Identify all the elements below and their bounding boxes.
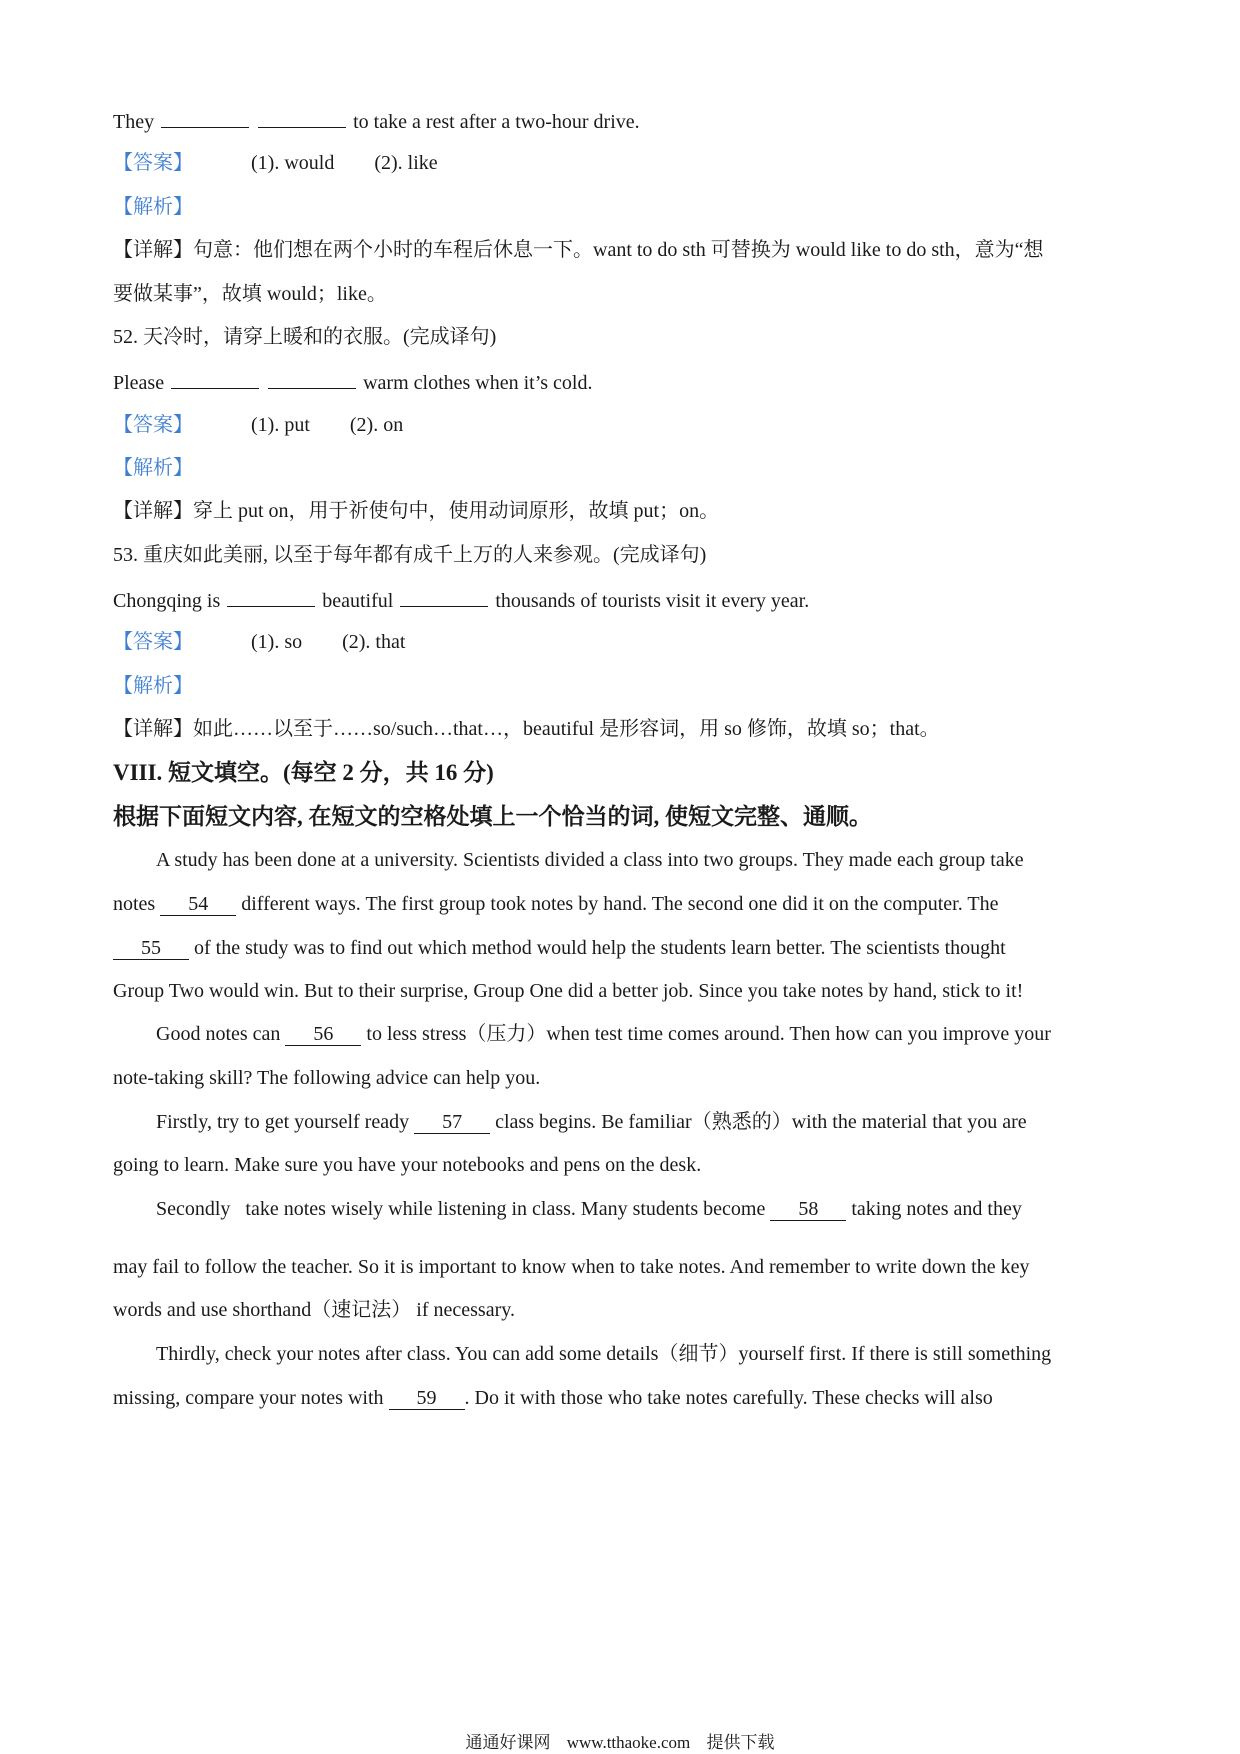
q53-detail-line1: 【详解】如此……以至于……so/such…that…，beautiful 是形容词，用 so 修饰，故填 so；that。 xyxy=(113,718,940,740)
passage-p4-line3: words and use shorthand（速记法） if necessary. xyxy=(113,1299,515,1321)
passage-p5-line1: Thirdly, check your notes after class. You can add some details（细节）yourself first. If there is still something xyxy=(156,1343,1052,1365)
passage-p1-line4: Group Two would win. But to their surprise, Group One did a better job. Since you take notes by hand, stick to it! xyxy=(113,980,1024,1002)
passage-p4-line2: may fail to follow the teacher. So it is important to know when to take notes. And remember to write down the key xyxy=(113,1256,1030,1278)
q53-answer-tag: 【答案】 xyxy=(113,631,193,653)
q51-blank-2 xyxy=(258,107,346,128)
q53-prompt: 53. 重庆如此美丽, 以至于每年都有成千上万的人来参观。(完成译句) xyxy=(113,544,707,566)
q51-answer-2: (2). like xyxy=(374,152,438,174)
q52-prompt: 52. 天冷时，请穿上暖和的衣服。(完成译句) xyxy=(113,326,497,348)
passage-p4-line1 xyxy=(156,1196,1022,1222)
passage-p3-line1 xyxy=(156,1109,1027,1135)
blank-55: 55 xyxy=(113,937,189,960)
q52-answer-1: (1). put xyxy=(251,414,310,436)
q51-answer-tag: 【答案】 xyxy=(113,152,193,174)
q53-blank-1 xyxy=(227,586,315,607)
passage-p1-line2 xyxy=(113,891,998,917)
q52-blank-2 xyxy=(268,368,356,389)
q52-answer-tag: 【答案】 xyxy=(113,414,193,436)
q53-sentence xyxy=(113,586,809,614)
q53-answer-row xyxy=(113,629,405,655)
q51-detail-line2: 要做某事”，故填 would；like。 xyxy=(113,283,387,305)
passage-p3-line2: going to learn. Make sure you have your notebooks and pens on the desk. xyxy=(113,1154,702,1176)
blank-58: 58 xyxy=(770,1198,846,1221)
q51-detail-line1: 【详解】句意：他们想在两个小时的车程后休息一下。want to do sth 可替换为 would like to do sth，意为“想 xyxy=(113,239,1044,261)
q51-blank-1 xyxy=(161,107,249,128)
q51-sentence xyxy=(113,107,640,135)
passage-text: different ways. The first group took notes by hand. The second one did it on the computer. The xyxy=(241,893,999,915)
q53-sentence-start: Chongqing is xyxy=(113,590,221,612)
q53-answer-2: (2). that xyxy=(342,631,406,653)
q52-sentence-start: Please xyxy=(113,372,165,394)
page-footer xyxy=(0,1728,1240,1753)
q52-answer-row xyxy=(113,412,403,438)
q51-sentence-end: to take a rest after a two-hour drive. xyxy=(353,111,640,133)
q53-sentence-end: thousands of tourists visit it every year. xyxy=(495,590,810,612)
passage-text: taking notes and they xyxy=(851,1198,1022,1220)
passage-text: Secondly take notes wisely while listening in class. Many students become xyxy=(156,1198,766,1220)
blank-56: 56 xyxy=(285,1023,361,1046)
q51-answer-row xyxy=(113,150,438,176)
passage-text: to less stress（压力）when test time comes around. Then how can you improve your xyxy=(366,1023,1051,1045)
q52-answer-2: (2). on xyxy=(349,414,404,436)
passage-text: class begins. Be familiar（熟悉的）with the material that you are xyxy=(495,1111,1027,1133)
passage-text: missing, compare your notes with xyxy=(113,1387,384,1409)
q52-analysis-tag: 【解析】 xyxy=(113,457,193,479)
passage-p2-line1 xyxy=(156,1021,1051,1047)
q53-sentence-mid: beautiful xyxy=(322,590,394,612)
q51-answer-1: (1). would xyxy=(251,152,335,174)
passage-text: Good notes can xyxy=(156,1023,281,1045)
q52-sentence-end: warm clothes when it’s cold. xyxy=(363,372,593,394)
passage-p5-line2 xyxy=(113,1385,993,1411)
section-heading: VIII. 短文填空。(每空 2 分，共 16 分) xyxy=(113,760,494,785)
passage-p1-line3 xyxy=(113,935,1006,961)
q53-answer-1: (1). so xyxy=(251,631,303,653)
passage-text: Firstly, try to get yourself ready xyxy=(156,1111,410,1133)
q53-blank-2 xyxy=(400,586,488,607)
passage-p2-line2: note-taking skill? The following advice can help you. xyxy=(113,1067,541,1089)
passage-text: of the study was to find out which method would help the students learn better. The scientists thought xyxy=(194,937,1006,959)
passage-p1-line1: A study has been done at a university. Scientists divided a class into two groups. They made each group take xyxy=(156,849,1024,871)
passage-text: notes xyxy=(113,893,156,915)
footer-site-name: 通通好课网 xyxy=(465,1733,551,1752)
footer-note: 提供下载 xyxy=(706,1733,775,1752)
q51-analysis-tag: 【解析】 xyxy=(113,196,193,218)
q52-sentence xyxy=(113,368,593,396)
blank-54: 54 xyxy=(160,893,236,916)
footer-url[interactable]: www.tthaoke.com xyxy=(566,1733,691,1752)
blank-59: 59 xyxy=(389,1387,465,1410)
q51-sentence-start: They xyxy=(113,111,155,133)
passage-text: . Do it with those who take notes carefully. These checks will also xyxy=(464,1387,993,1409)
section-instruction: 根据下面短文内容, 在短文的空格处填上一个恰当的词, 使短文完整、通顺。 xyxy=(113,804,872,829)
blank-57: 57 xyxy=(414,1111,490,1134)
q52-detail-line1: 【详解】穿上 put on，用于祈使句中，使用动词原形，故填 put；on。 xyxy=(113,500,720,522)
q52-blank-1 xyxy=(171,368,259,389)
q53-analysis-tag: 【解析】 xyxy=(113,675,193,697)
